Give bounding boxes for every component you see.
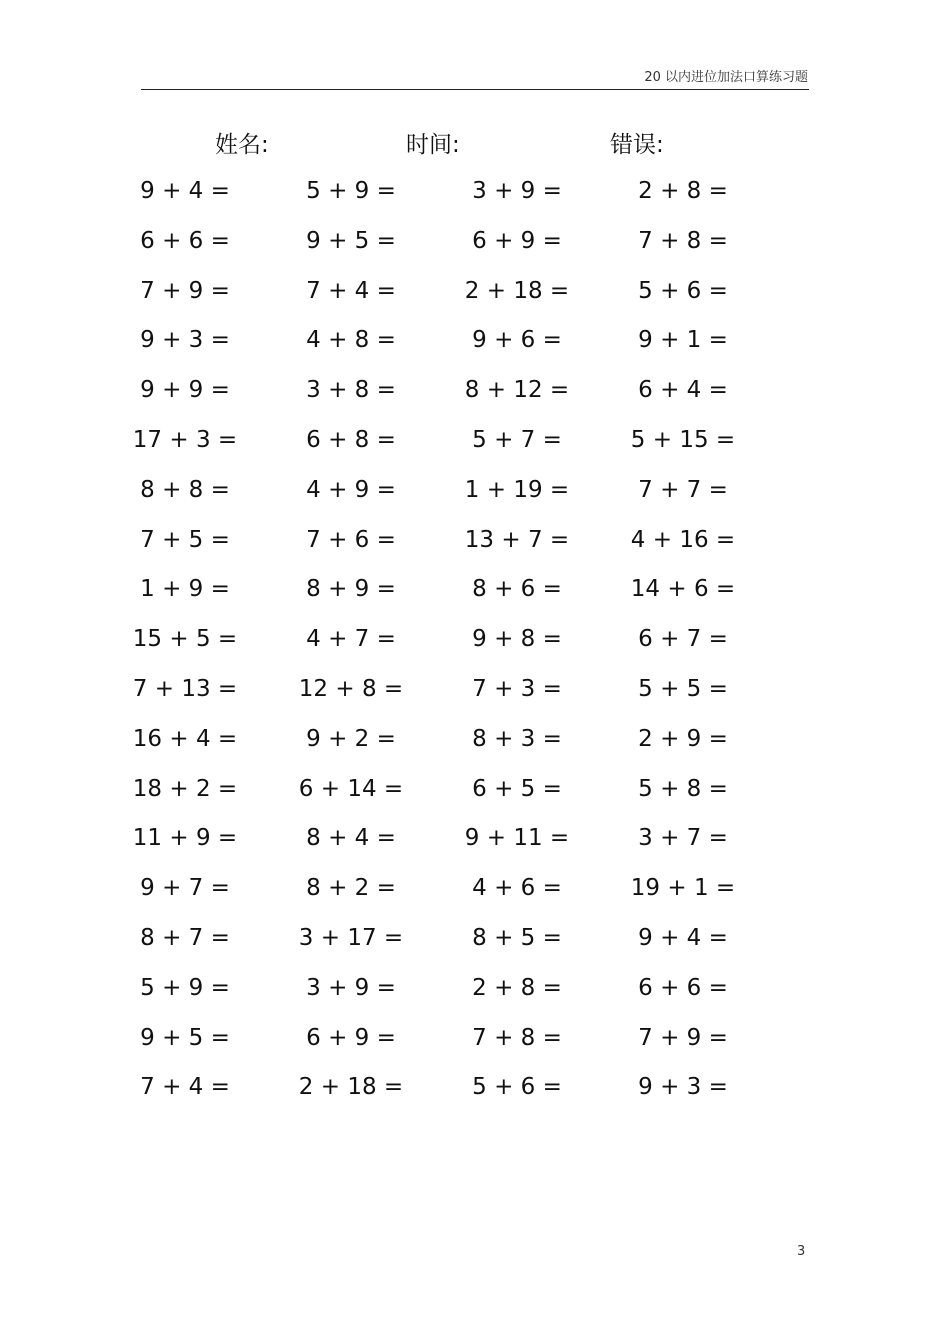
header-title: 20 以内进位加法口算练习题	[644, 70, 808, 85]
problem-row	[0, 813, 950, 863]
problem-item: 3 + 9 =	[472, 178, 562, 204]
problem-item: 4 + 9 =	[306, 476, 396, 503]
problem-item: 9 + 1 =	[638, 327, 728, 354]
problem-item: 7 + 8 =	[638, 227, 728, 254]
problem-item: 7 + 13 =	[132, 675, 238, 702]
problem-item: 7 + 3 =	[472, 675, 562, 702]
problem-row	[0, 913, 950, 963]
header-rule	[141, 89, 809, 90]
problem-item: 8 + 5 =	[472, 924, 562, 951]
problem-item: 7 + 6 =	[306, 526, 396, 553]
problem-item: 9 + 11 =	[464, 825, 570, 852]
problem-item: 4 + 7 =	[306, 626, 396, 653]
problem-grid	[0, 166, 950, 1112]
problem-item: 2 + 8 =	[472, 974, 562, 1001]
problem-row	[0, 564, 950, 614]
problem-item: 4 + 8 =	[306, 327, 396, 354]
problem-row	[0, 764, 950, 814]
problem-row	[0, 315, 950, 365]
problem-item: 2 + 8 =	[638, 178, 728, 204]
problem-item: 9 + 3 =	[638, 1074, 728, 1101]
problem-item: 6 + 4 =	[638, 377, 728, 404]
problem-item: 7 + 9 =	[140, 277, 230, 304]
student-info-fields	[0, 126, 950, 160]
problem-item: 9 + 3 =	[140, 327, 230, 354]
problem-item: 1 + 19 =	[464, 476, 570, 503]
problem-item: 5 + 6 =	[472, 1074, 562, 1101]
problem-item: 7 + 5 =	[140, 526, 230, 553]
problem-item: 2 + 18 =	[298, 1074, 404, 1101]
problem-item: 9 + 5 =	[140, 1024, 230, 1051]
problem-row	[0, 664, 950, 714]
problem-row	[0, 1062, 950, 1112]
problem-row	[0, 614, 950, 664]
problem-item: 5 + 9 =	[140, 974, 230, 1001]
name-field-label: 姓名:	[215, 132, 269, 158]
problem-item: 7 + 4 =	[306, 277, 396, 304]
problem-item: 3 + 9 =	[306, 974, 396, 1001]
problem-item: 6 + 5 =	[472, 775, 562, 802]
problem-item: 14 + 6 =	[630, 576, 736, 603]
problem-item: 13 + 7 =	[464, 526, 570, 553]
problem-item: 8 + 3 =	[472, 725, 562, 752]
problem-item: 9 + 4 =	[140, 178, 230, 204]
problem-item: 8 + 2 =	[306, 875, 396, 902]
problem-item: 6 + 6 =	[638, 974, 728, 1001]
problem-item: 8 + 7 =	[140, 924, 230, 951]
problem-item: 8 + 12 =	[464, 377, 570, 404]
problem-item: 5 + 6 =	[638, 277, 728, 304]
problem-row	[0, 216, 950, 266]
problem-item: 8 + 9 =	[306, 576, 396, 603]
problem-item: 6 + 9 =	[472, 227, 562, 254]
problem-row	[0, 166, 950, 216]
problem-item: 7 + 7 =	[638, 476, 728, 503]
problem-item: 12 + 8 =	[298, 675, 404, 702]
problem-item: 7 + 8 =	[472, 1024, 562, 1051]
problem-item: 11 + 9 =	[132, 825, 238, 852]
problem-row	[0, 515, 950, 565]
problem-item: 5 + 15 =	[630, 426, 736, 453]
problem-item: 5 + 8 =	[638, 775, 728, 802]
page-number: 3	[797, 1244, 806, 1259]
problem-item: 19 + 1 =	[630, 875, 736, 902]
problem-row	[0, 415, 950, 465]
problem-item: 9 + 2 =	[306, 725, 396, 752]
time-field-label: 时间:	[406, 132, 460, 158]
problem-item: 6 + 8 =	[306, 426, 396, 453]
problem-item: 9 + 9 =	[140, 377, 230, 404]
problem-item: 7 + 4 =	[140, 1074, 230, 1101]
problem-item: 2 + 18 =	[464, 277, 570, 304]
problem-item: 4 + 16 =	[630, 526, 736, 553]
problem-item: 2 + 9 =	[638, 725, 728, 752]
problem-item: 9 + 6 =	[472, 327, 562, 354]
problem-item: 8 + 6 =	[472, 576, 562, 603]
problem-item: 16 + 4 =	[132, 725, 238, 752]
problem-item: 9 + 4 =	[638, 924, 728, 951]
problem-item: 1 + 9 =	[140, 576, 230, 603]
problem-row	[0, 714, 950, 764]
problem-item: 6 + 9 =	[306, 1024, 396, 1051]
problem-row	[0, 963, 950, 1013]
problem-item: 8 + 4 =	[306, 825, 396, 852]
problem-item: 9 + 5 =	[306, 227, 396, 254]
problem-item: 5 + 5 =	[638, 675, 728, 702]
problem-item: 6 + 7 =	[638, 626, 728, 653]
problem-row	[0, 863, 950, 913]
problem-item: 17 + 3 =	[132, 426, 238, 453]
problem-item: 6 + 6 =	[140, 227, 230, 254]
problem-item: 8 + 8 =	[140, 476, 230, 503]
problem-item: 18 + 2 =	[132, 775, 238, 802]
problem-row	[0, 266, 950, 316]
problem-item: 5 + 7 =	[472, 426, 562, 453]
problem-row	[0, 365, 950, 415]
problem-row	[0, 465, 950, 515]
problem-row	[0, 1013, 950, 1063]
problem-item: 4 + 6 =	[472, 875, 562, 902]
problem-item: 6 + 14 =	[298, 775, 404, 802]
problem-item: 3 + 8 =	[306, 377, 396, 404]
problem-item: 3 + 7 =	[638, 825, 728, 852]
problem-item: 9 + 8 =	[472, 626, 562, 653]
problem-item: 15 + 5 =	[132, 626, 238, 653]
problem-item: 9 + 7 =	[140, 875, 230, 902]
problem-item: 5 + 9 =	[306, 178, 396, 204]
problem-item: 3 + 17 =	[298, 924, 404, 951]
errors-field-label: 错误:	[610, 132, 664, 158]
problem-item: 7 + 9 =	[638, 1024, 728, 1051]
